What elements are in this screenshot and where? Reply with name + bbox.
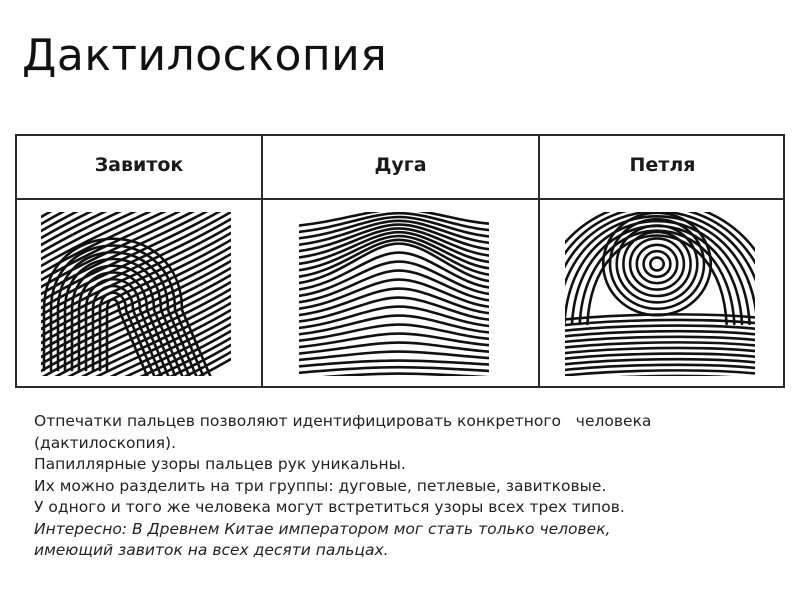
fingerprint-arch-image — [299, 212, 489, 376]
description-text — [34, 411, 774, 562]
description-line: (дактилоскопия). — [34, 433, 176, 452]
fun-fact-line: Интересно: В Древнем Китае императором мог стать только человек, — [34, 519, 611, 538]
fingerprint-types-table — [15, 134, 785, 388]
description-line: Папиллярные узоры пальцев рук уникальны. — [34, 455, 406, 473]
fun-fact-line: имеющий завиток на всех десяти пальцах. — [34, 541, 389, 559]
fingerprint-whorl-icon — [565, 212, 755, 376]
fingerprint-whorl-image — [565, 212, 755, 376]
fingerprint-arch-icon — [299, 212, 489, 376]
description-line: Отпечатки пальцев позволяют идентифицировать конкретного человека — [34, 412, 652, 430]
description-line: Их можно разделить на три группы: дуговые, петлевые, завитковые. — [34, 476, 607, 495]
column-header-loop: Завиток — [94, 154, 184, 176]
table-header-divider — [17, 198, 783, 200]
column-header-whorl: Петля — [629, 154, 696, 176]
fingerprint-loop-icon — [41, 212, 231, 376]
column-header-arch: Дуга — [374, 154, 427, 176]
description-line: У одного и того же человека могут встретиться узоры всех трех типов. — [34, 498, 625, 516]
fingerprint-loop-image — [41, 212, 231, 376]
slide-title: Дактилоскопия — [22, 30, 388, 81]
